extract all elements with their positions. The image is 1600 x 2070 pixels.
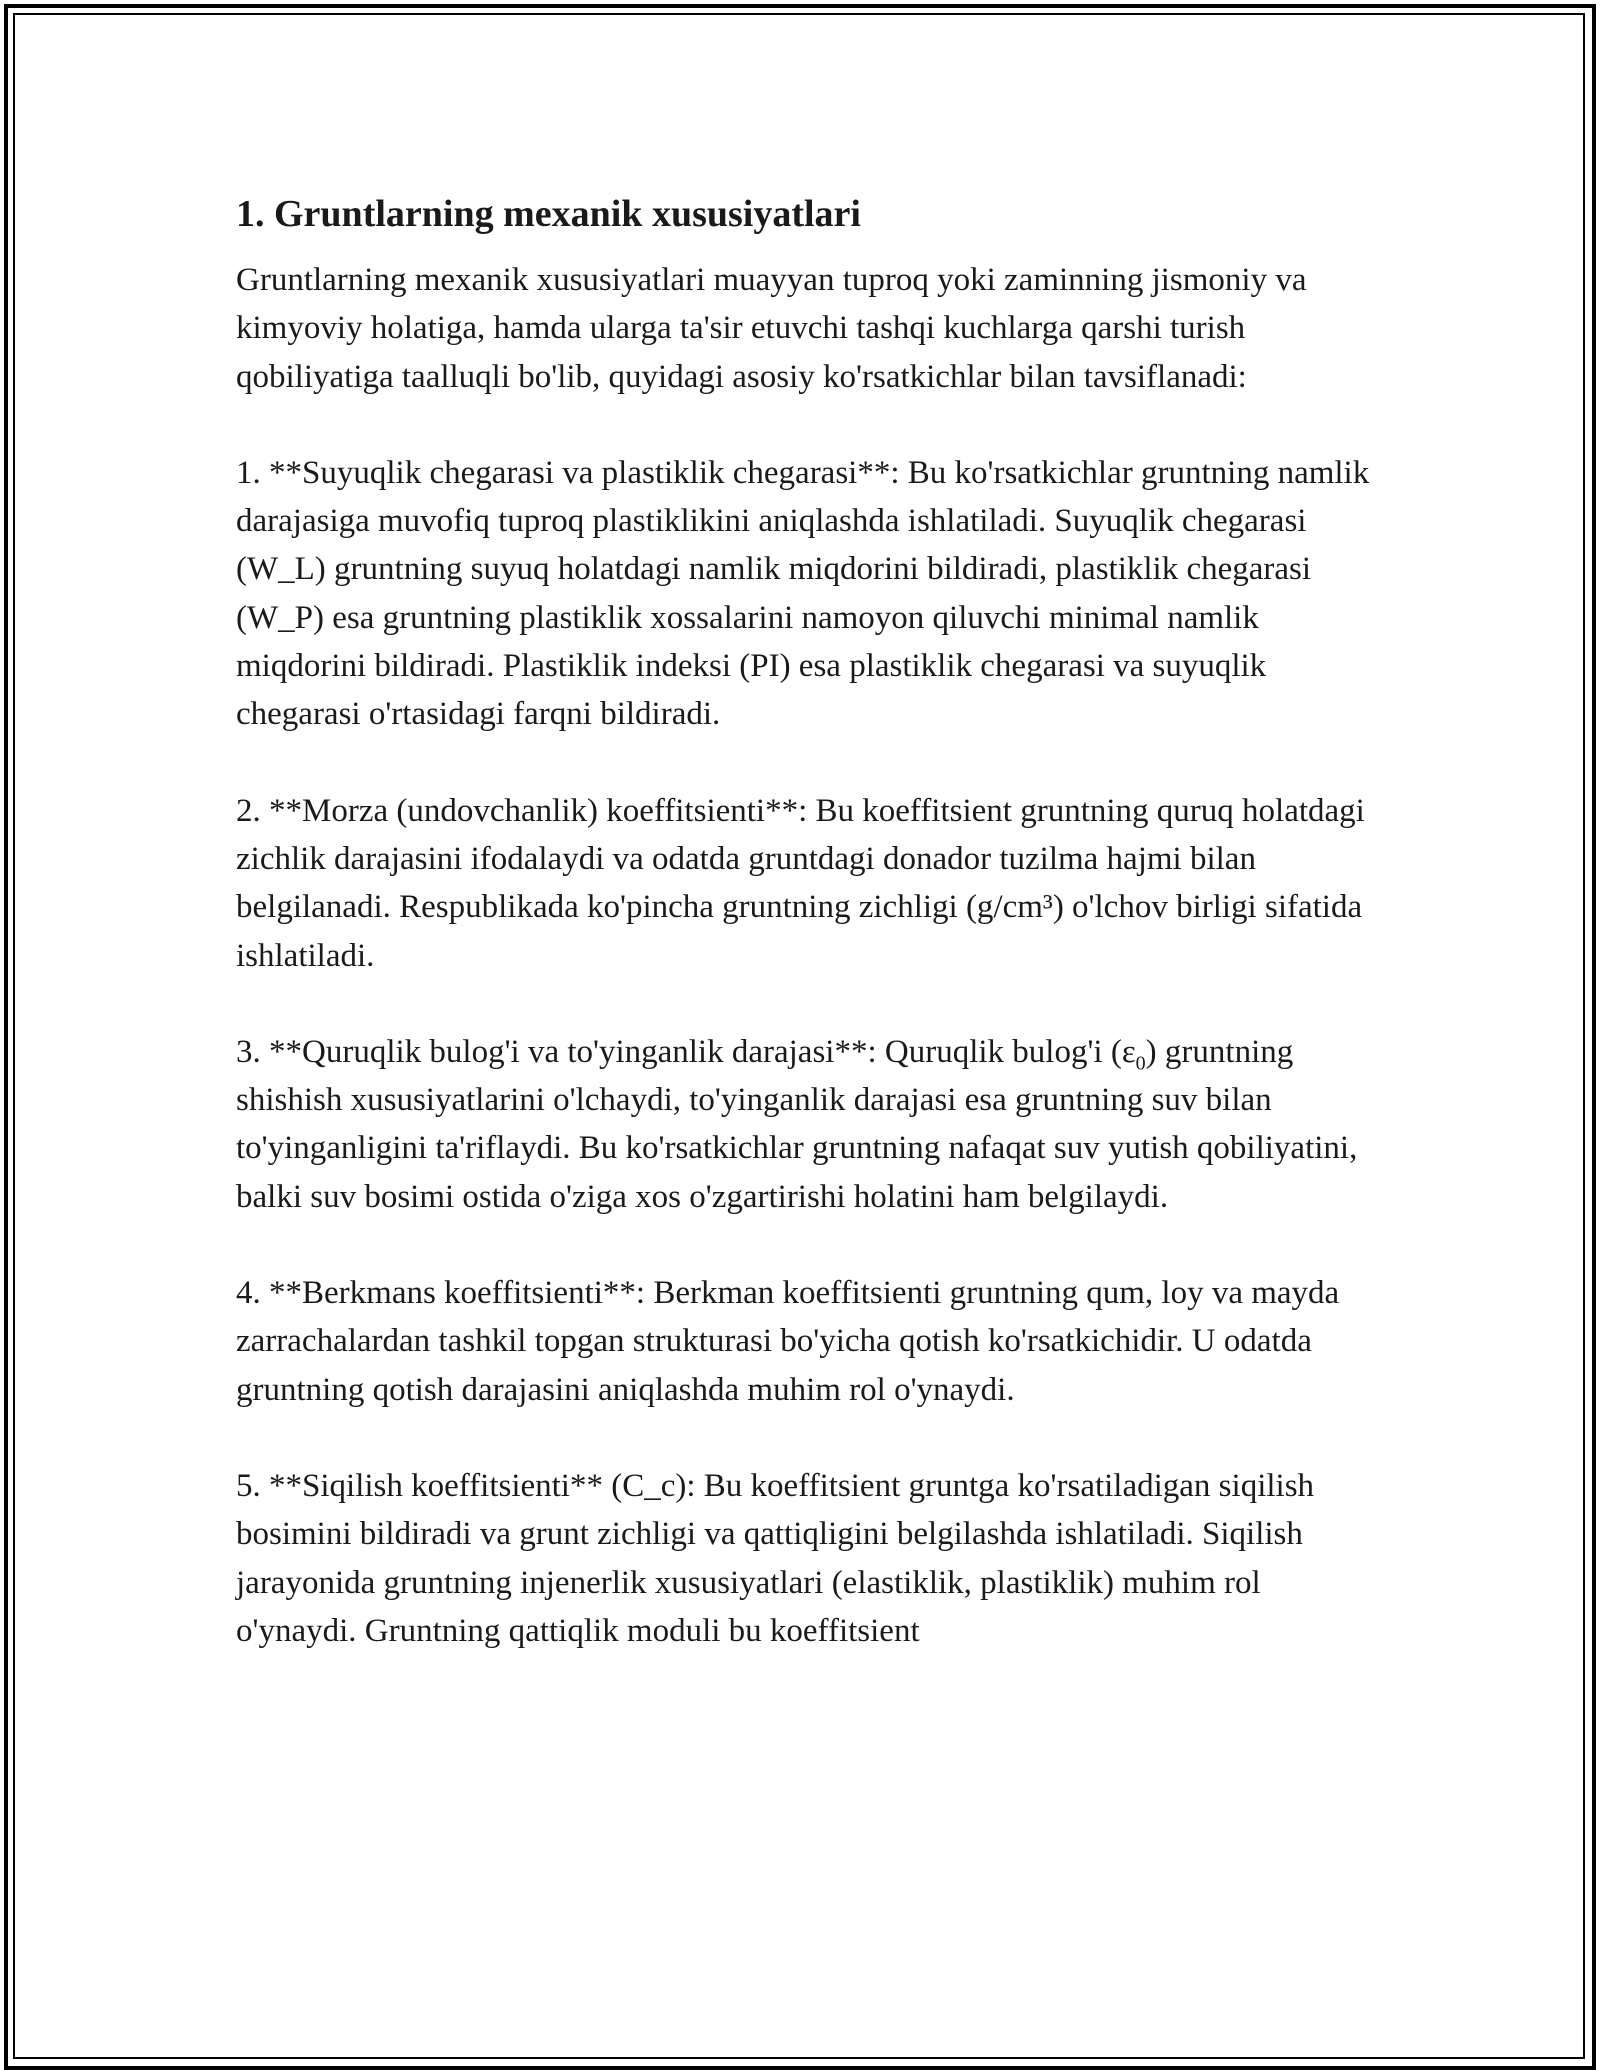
item3-text-end: ) gruntning shishish xususiyatlarini o'lchaydi, to'yinganlik darajasi esa gruntning suv bilan to'yinganligini ta'riflaydi. Bu ko'rsatkichlar gruntning nafaqat suv yutish qobiliyatini, balki suv bosimi ostida o'ziga xos o'zgartirishi holatini ham belgilaydi. — [236, 1033, 1358, 1215]
list-item-swelling — [236, 1028, 1376, 1221]
list-item-liquid-limit: 1. **Suyuqlik chegarasi va plastiklik chegarasi**: Bu ko'rsatkichlar gruntning namlik darajasiga muvofiq tuproq plastiklikini aniqlashda ishlatiladi. Suyuqlik chegarasi (W_L) gruntning suyuq holatdagi namlik miqdorini bildiradi, plastiklik chegarasi (W_P) esa gruntning plastiklik xossalarini namoyon qiluvchi minimal namlik miqdorini bildiradi. Plastiklik indeksi (PI) esa plastiklik chegarasi va suyuqlik chegarasi o'rtasidagi farqni bildiradi. — [236, 454, 1370, 733]
list-item-morza-coefficient: 2. **Morza (undovchanlik) koeffitsienti**: Bu koeffitsient gruntning quruq holatdagi zichlik darajasini ifodalaydi va odatda gruntdagi donador tuzilma hajmi bilan belgilanadi. Respublikada ko'pincha gruntning zichligi (g/cm³) o'lchov birligi sifatida ishlatiladi. — [236, 792, 1365, 974]
epsilon-symbol: ε — [1121, 1033, 1136, 1070]
section-heading: 1. Gruntlarning mexanik xususiyatlari — [236, 193, 861, 235]
document-body — [236, 186, 1376, 1655]
list-item-berkmans-coefficient: 4. **Berkmans koeffitsienti**: Berkman koeffitsienti gruntning qum, loy va mayda zarrachalardan tashkil topgan strukturasi bo'yicha qotish ko'rsatkichidir. U odatda gruntning qotish darajasini aniqlashda muhim rol o'ynaydi. — [236, 1275, 1340, 1408]
epsilon-subscript: 0 — [1135, 1052, 1146, 1075]
intro-paragraph: Gruntlarning mexanik xususiyatlari muayyan tuproq yoki zaminning jismoniy va kimyoviy holatiga, hamda ularga ta'sir etuvchi tashqi kuchlarga qarshi turish qobiliyatiga taalluqli bo'lib, quyidagi asosiy ko'rsatkichlar bilan tavsiflanadi: — [236, 262, 1307, 395]
item3-text-start: 3. **Quruqlik bulog'i va to'yinganlik darajasi**: Quruqlik bulog'i ( — [236, 1033, 1122, 1070]
list-item-compression-coefficient: 5. **Siqilish koeffitsienti** (C_c): Bu koeffitsient gruntga ko'rsatiladigan siqilish bosimini bildiradi va grunt zichligi va qattiqligini belgilashda ishlatiladi. Siqilish jarayonida gruntning injenerlik xususiyatlari (elastiklik, plastiklik) muhim rol o'ynaydi. Gruntning qattiqlik moduli bu koeffitsient — [236, 1467, 1315, 1649]
